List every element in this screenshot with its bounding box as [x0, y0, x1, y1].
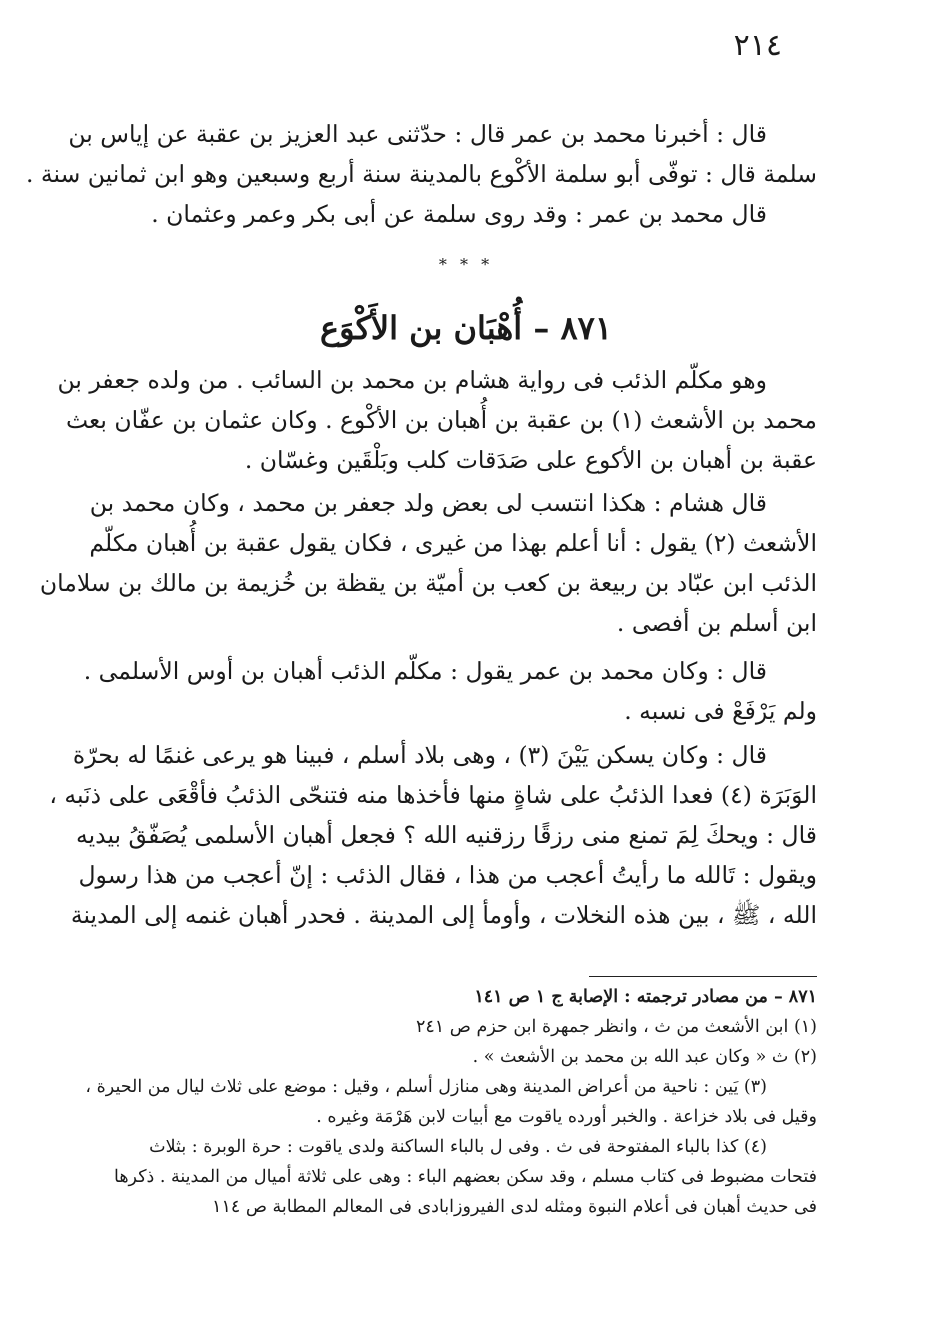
text-line: عقبة بن أهبان بن الأكوع على صَدَقات كلب وبَلْقَين وغسّان . — [244, 446, 817, 474]
text-line: قال : وكان محمد بن عمر يقول : مكلّم الذئب أهبان بن أوس الأسلمى . — [83, 657, 767, 685]
text-line: الذئب ابن عبّاد بن ربيعة بن كعب بن أميّة بن يقظة بن خُزيمة بن مالك بن سلامان — [39, 569, 817, 597]
footnote-4 — [113, 1132, 817, 1222]
footnote-line: (٤) كذا بالباء المفتوحة فى ث . وفى ل بالباء الساكنة ولدى ياقوت : حرة الوبرة : بثلاث — [149, 1137, 767, 1157]
footnote-source: ٨٧١ – من مصادر ترجمته : الإصابة ج ١ ص ١٤١ — [474, 987, 817, 1007]
text-line: الله ، ﷺ ، بين هذه النخلات ، وأومأ إلى المدينة . فحدر أهبان غنمه إلى المدينة — [70, 901, 817, 929]
text-line: سلمة قال : توفّى أبو سلمة الأكْوع بالمدينة سنة أربع وسبعين وهو ابن ثمانين سنة . — [25, 160, 817, 188]
footnote-divider — [589, 976, 817, 977]
footnote-3 — [85, 1072, 817, 1132]
section-separator: * * * — [438, 255, 494, 274]
text-line: محمد بن الأشعث (١) بن عقبة بن أُهبان بن الأكْوع . وكان عثمان بن عفّان بعث — [65, 406, 817, 434]
body-paragraph-1 — [57, 360, 817, 480]
text-line: ويقول : تَالله ما رأيتُ أعجب من هذا ، فقال الذئب : إنّ أعجب من هذا رسول — [78, 861, 817, 889]
text-line: قال هشام : هكذا انتسب لى بعض ولد جعفر بن محمد ، وكان محمد بن — [89, 489, 767, 517]
body-paragraph-4 — [49, 735, 817, 935]
page-number: ٢١٤ — [733, 28, 782, 63]
body-paragraph-2 — [39, 483, 817, 643]
text-line: قال : أخبرنا محمد بن عمر قال : حدّثنى عبد العزيز بن عقبة عن إياس بن — [68, 120, 767, 148]
body-paragraph-3 — [83, 651, 817, 731]
footnote-line: (٣) يَين : ناحية من أعراض المدينة وهى منازل أسلم ، وقيل : موضع على ثلاث ليال من الحيرة ، — [85, 1077, 767, 1097]
text-line: قال : ويحكَ لِمَ تمنع منى رزقًا رزقنيه الله ؟ فجعل أهبان الأسلمى يُصَفّقُ بيديه — [75, 821, 817, 849]
intro-paragraph — [25, 114, 817, 234]
footnotes — [85, 982, 817, 1222]
text-line: قال : وكان يسكن يَيْنَ (٣) ، وهى بلاد أسلم ، فبينا هو يرعى غنمًا له بحرّة — [72, 741, 767, 769]
text-line: وهو مكلّم الذئب فى رواية هشام بن محمد بن السائب . من ولده جعفر بن — [57, 366, 767, 394]
text-line: ابن أسلم بن أفصى . — [616, 609, 817, 637]
text-line: ولم يَرْفَعْ فى نسبه . — [624, 697, 817, 725]
footnote-1: (١) ابن الأشعث من ث ، وانظر جمهرة ابن حزم ص ٢٤١ — [416, 1017, 817, 1037]
text-line: الأشعث (٢) يقول : أنا أعلم بهذا من غيرى ، فكان يقول عقبة بن أُهبان مكلّم — [89, 529, 817, 557]
entry-heading: ٨٧١ – أُهْبَان بن الأَكْوَع — [319, 309, 613, 347]
text-line: قال محمد بن عمر : وقد روى سلمة عن أبى بكر وعمر وعثمان . — [151, 200, 767, 228]
footnote-line: وقيل فى بلاد خزاعة . والخبر أورده ياقوت مع أبيات لابن هَرْمَة وغيره . — [316, 1107, 817, 1127]
footnote-line: فتحات مضبوط فى كتاب مسلم ، وقد سكن بعضهم الباء : وهى على ثلاثة أميال من المدينة . ذكرها — [113, 1167, 817, 1187]
footnote-2: (٢) ث « وكان عبد الله بن محمد بن الأشعث » . — [472, 1047, 817, 1067]
footnote-line: فى حديث أهبان فى أعلام النبوة ومثله لدى الفيروزابادى فى المعالم المطابة ص ١١٤ — [212, 1197, 817, 1217]
text-line: الوَبَرَة (٤) فعدا الذئبُ على شاةٍ منها فأخذها منه فتنحّى الذئبُ فأقْعَى على ذنَبه ، — [49, 781, 817, 809]
